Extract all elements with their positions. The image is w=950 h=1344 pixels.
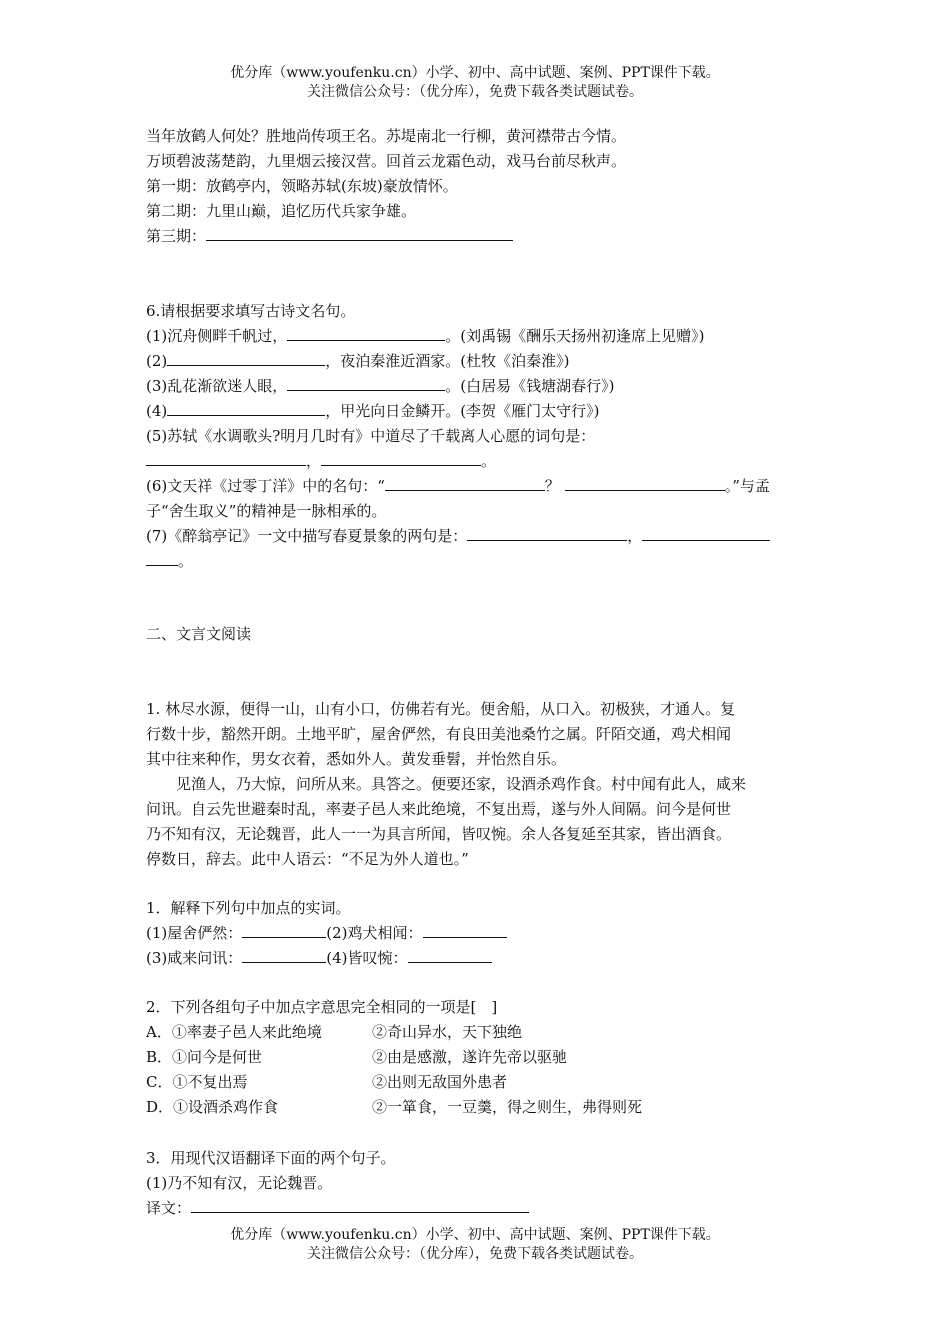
footer-line-2: 关注微信公众号：（优分库），免费下载各类试题试卷。: [307, 1246, 643, 1262]
period-1: 第一期：放鹤亭内，领略苏轼(东坡)豪放情怀。: [146, 177, 458, 195]
punct-comma: ，: [627, 527, 643, 545]
q2-option-c[interactable]: [146, 1070, 808, 1095]
section-2-title: 二、文言文阅读: [146, 625, 252, 643]
punct-period: 。: [481, 452, 497, 470]
q2-option-d[interactable]: [146, 1095, 808, 1120]
answer-blank[interactable]: [146, 550, 178, 566]
header-line-2: 关注微信公众号：（优分库），免费下载各类试题试卷。: [307, 84, 643, 100]
footer-line-1: 优分库（www.youfenku.cn）小学、初中、高中试题、案例、PPT课件下载。: [230, 1227, 720, 1243]
answer-blank[interactable]: [565, 475, 725, 491]
question-1: [146, 896, 808, 971]
answer-blank[interactable]: [146, 450, 306, 466]
q6-7-text: (7)《醉翁亭记》一文中描写春夏景象的两句是：: [146, 527, 468, 545]
q6-item-2: [146, 349, 808, 374]
answer-blank[interactable]: [242, 922, 326, 938]
answer-blank[interactable]: [242, 947, 326, 963]
header-line-1: 优分库（www.youfenku.cn）小学、初中、高中试题、案例、PPT课件下载。: [230, 65, 720, 81]
option-part-2: ②一箪食，一豆羹，得之则生，弗得则死: [372, 1098, 643, 1116]
q6-item-6: [146, 474, 808, 499]
page-footer: [0, 1226, 950, 1264]
q6-item-5: (5)苏轼《水调歌头?明月几时有》中道尽了千载离人心愿的词句是：: [146, 427, 596, 445]
q6-item-1: [146, 324, 808, 349]
answer-blank[interactable]: [191, 1197, 529, 1213]
answer-blank[interactable]: [287, 375, 445, 391]
q1-item-3: (3)咸来问讯：: [146, 949, 243, 967]
q6-4-text: ，甲光向日金鳞开。(李贺《雁门太守行》): [325, 402, 600, 420]
answer-blank[interactable]: [467, 525, 627, 541]
answer-blank[interactable]: [385, 475, 545, 491]
answer-blank[interactable]: [167, 350, 325, 366]
q2-option-b[interactable]: [146, 1045, 808, 1070]
q1-item-2: (2)鸡犬相闻：: [326, 924, 423, 942]
punct-comma: ，: [306, 452, 322, 470]
section-2: [146, 622, 808, 647]
question-2: [146, 995, 808, 1120]
passage-line: 乃不知有汉，无论魏晋，此人一一为具言所闻，皆叹惋。余人各复延至其家，皆出酒食。: [146, 825, 732, 843]
passage-line: 1. 林尽水源，便得一山，山有小口，仿佛若有光。便舍船，从口入。初极狭，才通人。复: [146, 700, 736, 718]
option-part-2: ②由是感激，遂许先帝以驱驰: [372, 1048, 568, 1066]
answer-blank[interactable]: [408, 947, 492, 963]
punct-period: 。: [178, 552, 194, 570]
option-part-1: C．①不复出焉: [146, 1073, 248, 1091]
q6-1-source: 。(刘禹锡《酬乐天扬州初逢席上见赠》): [445, 327, 705, 345]
q1-item-1: (1)屋舍俨然：: [146, 924, 243, 942]
option-part-2: ②奇山异水，天下独绝: [372, 1023, 523, 1041]
option-part-1: D．①设酒杀鸡作食: [146, 1098, 279, 1116]
option-part-2: ②出则无敌国外患者: [372, 1073, 508, 1091]
q2-title: 2．下列各组句子中加点字意思完全相同的一项是[ ]: [146, 998, 498, 1016]
period-3: [146, 224, 808, 249]
period-2: 第二期：九里山巅，追忆历代兵家争雄。: [146, 202, 417, 220]
answer-blank[interactable]: [287, 325, 445, 341]
q6-4-num: (4): [146, 402, 168, 420]
q6-item-7-cont: [146, 549, 808, 574]
q6-item-3: [146, 374, 808, 399]
q6-item-7: [146, 524, 808, 549]
q6-item-4: [146, 399, 808, 424]
answer-blank[interactable]: [642, 525, 770, 541]
period-3-label: 第三期：: [146, 227, 207, 245]
page-header: [0, 64, 950, 102]
q6-6-text: (6)文天祥《过零丁洋》中的名句：“: [146, 477, 385, 495]
q1-item-4: (4)皆叹惋：: [326, 949, 408, 967]
punct-question: ？: [544, 477, 560, 495]
q3-sentence-1: (1)乃不知有汉，无论魏晋。: [146, 1174, 333, 1192]
q3-title: 3．用现代汉语翻译下面的两个句子。: [146, 1149, 396, 1167]
poem-line-2: 万顷碧波荡楚韵，九里烟云接汉营。回首云龙霜色动，戏马台前尽秋声。: [146, 152, 627, 170]
q3-translation: [146, 1196, 808, 1221]
q6-1-text: (1)沉舟侧畔千帆过，: [146, 327, 288, 345]
classical-passage: [146, 697, 808, 872]
answer-blank[interactable]: [423, 922, 507, 938]
passage-line: 其中往来种作，男女衣着，悉如外人。黄发垂髫，并怡然自乐。: [146, 750, 567, 768]
translation-label: 译文：: [146, 1199, 192, 1217]
passage-line: 见渔人，乃大惊，问所从来。具答之。便要还家，设酒杀鸡作食。村中闻有此人，咸来: [176, 775, 747, 793]
q1-row-1: [146, 921, 808, 946]
poem-line-1: 当年放鹤人何处？胜地尚传项王名。苏堤南北一行柳，黄河襟带古今情。: [146, 127, 627, 145]
answer-blank[interactable]: [321, 450, 481, 466]
q6-6-tail: 。”与孟: [724, 477, 770, 495]
q6-title: 6.请根据要求填写古诗文名句。: [146, 302, 356, 320]
passage-line: 停数日，辞去。此中人语云：“不足为外人道也。”: [146, 850, 469, 868]
q6-item-6-cont: 子“舍生取义”的精神是一脉相承的。: [146, 502, 387, 520]
q6-2-num: (2): [146, 352, 168, 370]
answer-blank[interactable]: [206, 225, 513, 241]
passage-line: 行数十步，豁然开朗。土地平旷，屋舍俨然，有良田美池桑竹之属。阡陌交通，鸡犬相闻: [146, 725, 732, 743]
poem-block: [146, 124, 808, 249]
q6-2-text: ，夜泊秦淮近酒家。(杜牧《泊秦淮》): [325, 352, 570, 370]
option-part-1: B．①问今是何世: [146, 1048, 263, 1066]
question-6: [146, 299, 808, 574]
q1-title: 1．解释下列句中加点的实词。: [146, 899, 351, 917]
q6-3-text: (3)乱花渐欲迷人眼，: [146, 377, 288, 395]
option-part-1: A．①率妻子邑人来此绝境: [146, 1023, 322, 1041]
question-3: [146, 1146, 808, 1221]
passage-line: 问讯。自云先世避秦时乱，率妻子邑人来此绝境，不复出焉，遂与外人间隔。问今是何世: [146, 800, 732, 818]
answer-blank[interactable]: [167, 400, 325, 416]
q6-item-5-answer: [146, 449, 808, 474]
q1-row-2: [146, 946, 808, 971]
q6-3-source: 。(白居易《钱塘湖春行》): [445, 377, 615, 395]
q2-option-a[interactable]: [146, 1020, 808, 1045]
